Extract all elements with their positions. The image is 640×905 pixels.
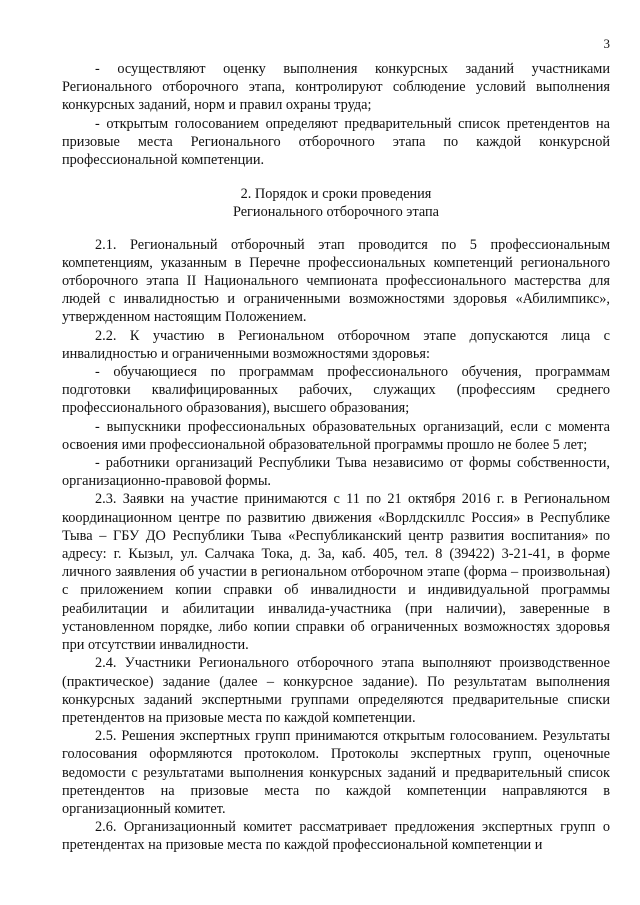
paragraph-2-2: 2.2. К участию в Региональном отборочном этапе допускаются лица с инвалидностью и ограниченными возможностями здоровья: (62, 327, 610, 362)
paragraph-2-6: 2.6. Организационный комитет рассматривает предложения экспертных групп о претендентах на призовые места по каждой профессиональной компетенции и (62, 819, 610, 854)
page-number: 3 (603, 36, 610, 51)
paragraph-2-4: 2.4. Участники Регионального отборочного этапа выполняют производственное (практическое) задание (далее – конкурсное задание). По результатам выполнения конкурсных заданий экспертными группами определяются предварительные списки претендентов на призовые места по каждой компетенции. (62, 655, 610, 726)
intro-item: - осуществляют оценку выполнения конкурсных заданий участниками Регионального отборочного этапа, контролируют соблюдение условий выполнения конкурсных заданий, норм и правил охраны труда; (62, 61, 610, 114)
paragraph-2-1: 2.1. Региональный отборочный этап проводится по 5 профессиональным компетенциям, указанным в Перечне профессиональных компетенций регионального отборочного этапа II Национального чемпионата профессионального мастерства для людей с инвалидностью и ограниченными возможностями здоровья «Абилимпикс», утвержденном настоящим Положением. (62, 236, 610, 326)
list-item: - работники организаций Республики Тыва независимо от формы собственности, организационно-правовой формы. (62, 455, 610, 490)
intro-item: - открытым голосованием определяют предварительный список претендентов на призовые места Регионального отборочного этапа по каждой конкурсной профессиональной компетенции. (62, 115, 610, 169)
list-item: - выпускники профессиональных образовательных организаций, если с момента освоения ими профессиональной образовательной программы прошло не более 5 лет; (62, 418, 610, 453)
section-heading-line: 2. Порядок и сроки проведения (240, 186, 432, 203)
paragraph-2-3: 2.3. Заявки на участие принимаются с 11 по 21 октября 2016 г. в Региональном координационном центре по развитию движения «Ворлдскиллс Россия» в Республике Тыва – ГБУ ДО Республики Тыва «Республиканский центр развития воспитания» по адресу: г. Кызыл, ул. Салчака Тока, д. 3а, каб. 405, тел. 8 (39422) 3-21-41, в форме личного заявления об участии в региональном отборочном этапе (форма – произвольная) с приложением копии справки об инвалидности и индивидуальной программы реабилитации и абилитации инвалида-участника (при наличии), заверенные в установленном порядке, либо копии справки об ограниченных возможностях здоровья при отсутствии инвалидности. (62, 491, 610, 654)
page-content (62, 60, 610, 855)
list-item: - обучающиеся по программам профессионального обучения, программам подготовки квалифицированных рабочих, служащих (профессиям среднего профессионального образования), высшего образования; (62, 364, 610, 417)
section-heading (62, 185, 610, 221)
section-heading-line: Регионального отборочного этапа (232, 204, 440, 221)
paragraph-2-5: 2.5. Решения экспертных групп принимаются открытым голосованием. Результаты голосования оформляются протоколом. Протоколы экспертных групп, оценочные ведомости с результатами выполнения конкурсных заданий и предварительный список претендентов на призовые места по каждой компетенции направляются в организационный комитет. (62, 728, 610, 817)
